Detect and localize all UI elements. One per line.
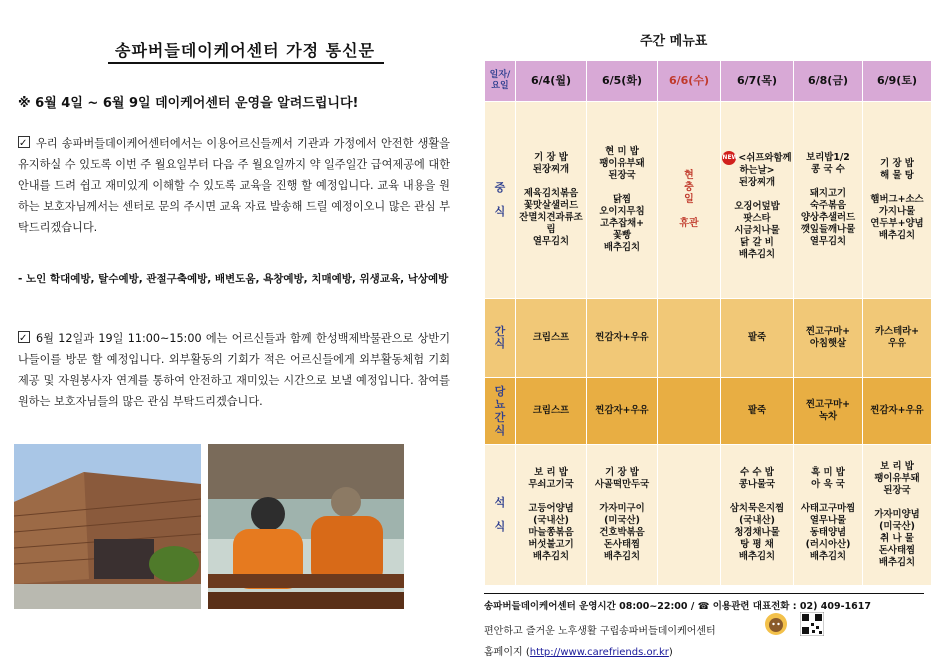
snack-label: 간 식 (485, 299, 516, 378)
day-header-holiday: 6/6(수) (658, 61, 721, 102)
seniors-on-bench-photo (208, 444, 404, 609)
new-badge-icon: NEW (722, 151, 736, 165)
homepage-link[interactable]: http://www.carefriends.or.kr (529, 647, 669, 658)
dinner-row (485, 445, 932, 586)
title-underline (108, 62, 384, 64)
weekly-menu-table (484, 60, 932, 586)
education-notice (18, 133, 450, 238)
dinner-cell (658, 445, 721, 586)
snack-cell: 카스테라+ 우유 (863, 299, 932, 378)
newsletter-title: 송파버들데이케어센터 가정 통신문 (115, 41, 375, 60)
diabetic-snack-label: 당 뇨 간 식 (485, 378, 516, 445)
lunch-cell (721, 102, 794, 299)
lunch-cell: 현 미 밥 팽이유부돼 된장국 닭찜 오이지무침 고추잡채+ 꽃빵 배추김치 (587, 102, 658, 299)
snack-row (485, 299, 932, 378)
lunch-cell: 기 장 밥 해 물 탕 햄버그+소스 가지나물 연두부+양념 배추김치 (863, 102, 932, 299)
diabetic-snack-cell: 찐감자+우유 (587, 378, 658, 445)
dinner-cell: 흑 미 밥 아 욱 국 사태고구마찜 열무나물 동태양념 (러시아산) 배추김치 (794, 445, 863, 586)
lunch-cell: 보리밥1/2 콩 국 수 돼지고기 숙주볶음 양상추샐러드 깻잎들깨나물 열무김치 (794, 102, 863, 299)
day-header: 6/5(화) (587, 61, 658, 102)
diabetic-snack-cell: 크림스프 (516, 378, 587, 445)
homepage-line (484, 643, 673, 658)
outing-text: 6월 12일과 19일 11:00~15:00 에는 어르신들과 함께 한성백제박물관으로 상반기 나들이를 방문 할 예정입니다. 외부활동의 기회가 적은 어르신들에게 외부활동체험 기회 제공 및 자원봉사자 연계를 통하여 안전하고 재미있는 시간으로 보낼 예정입니다. 참여를 원하는 보호자님들의 많은 관심 부탁드리겠습니다. (18, 332, 450, 408)
dinner-cell: 보 리 밥 무쇠고기국 고등어양념 (국내산) 마늘쫑볶음 버섯불고기 배추김치 (516, 445, 587, 586)
education-text: 우리 송파버들데이케어센터에서는 이용어르신들께서 기관과 가정에서 안전한 생활을 유지하실 수 있도록 이번 주 월요일부터 다음 주 월요일까지 약 일주일간 급여제공에 대한 안내를 드려 쉽고 재미있게 이해할 수 있도록 교육을 진행 할 예정입니다. 교육 내용을 원하는 보호자님께서는 센터로 문의 주시면 교육 자료 발송해 드릴 예정이오니 많은 관심 부탁드리겠습니다. (18, 137, 450, 234)
snack-cell: 찐감자+우유 (587, 299, 658, 378)
snack-cell: 크림스프 (516, 299, 587, 378)
dinner-cell: 수 수 밥 콩나물국 삼치묵은지찜 (국내산) 청경채나물 탕 평 채 배추김치 (721, 445, 794, 586)
snack-cell: 팥죽 (721, 299, 794, 378)
dinner-cell: 보 리 밥 팽이유부돼 된장국 가자미양념 (미국산) 취 나 물 돈사태찜 배추김치 (863, 445, 932, 586)
mascot-icon (764, 612, 788, 636)
dinner-label: 석 식 (485, 445, 516, 586)
diabetic-snack-cell: 팥죽 (721, 378, 794, 445)
operating-hours: 송파버들데이케어센터 운영시간 08:00~22:00 / ☎ 이용관련 대표전화 : 02) 409-1617 (484, 601, 871, 612)
checkbox-icon (18, 136, 30, 148)
qr-code-icon[interactable] (800, 612, 824, 636)
lunch-cell-text: <쉬프와함께 하는날> 된장찌개 오징어덮밥 팟스타 시금치나물 닭 갈 비 배추김치 (734, 152, 792, 260)
diabetic-snack-row (485, 378, 932, 445)
newsletter-subtitle: ※ 6월 4일 ~ 6월 9일 데이케어센터 운영을 알려드립니다! (18, 96, 359, 111)
menu-title: 주간 메뉴표 (640, 34, 708, 49)
museum-building-photo (14, 444, 201, 609)
footer-divider (484, 593, 924, 594)
center-slogan: 편안하고 즐거운 노후생활 구립송파버들데이케어센터 (484, 626, 716, 637)
snack-cell: 찐고구마+ 아침햇살 (794, 299, 863, 378)
lunch-label: 중 식 (485, 102, 516, 299)
diabetic-snack-cell: 찐감자+우유 (863, 378, 932, 445)
outing-notice (18, 328, 450, 412)
day-header: 6/4(월) (516, 61, 587, 102)
snack-cell (658, 299, 721, 378)
day-header: 6/8(금) (794, 61, 863, 102)
lunch-cell: 기 장 밥 된장찌개 제육김치볶음 꽃맛살샐러드 잔멸치견과류조림 열무김치 (516, 102, 587, 299)
day-header: 6/7(목) (721, 61, 794, 102)
corner-label: 일자/ 요일 (485, 61, 516, 102)
menu-header-row (485, 61, 932, 102)
dinner-cell: 기 장 밥 사골떡만두국 가자미구이 (미국산) 건호박볶음 돈사태찜 배추김치 (587, 445, 658, 586)
diabetic-snack-cell: 찐고구마+ 녹차 (794, 378, 863, 445)
education-topics: - 노인 학대예방, 탈수예방, 관절구축예방, 배변도움, 욕창예방, 치매예방, 위생교육, 낙상예방 (18, 273, 449, 285)
diabetic-snack-cell (658, 378, 721, 445)
checkbox-icon (18, 331, 30, 343)
lunch-row (485, 102, 932, 299)
holiday-cell: 현 충 일 휴관 (658, 102, 721, 299)
homepage-close: ) (668, 647, 673, 658)
day-header: 6/9(토) (863, 61, 932, 102)
homepage-label: 홈페이지 ( (484, 647, 530, 658)
